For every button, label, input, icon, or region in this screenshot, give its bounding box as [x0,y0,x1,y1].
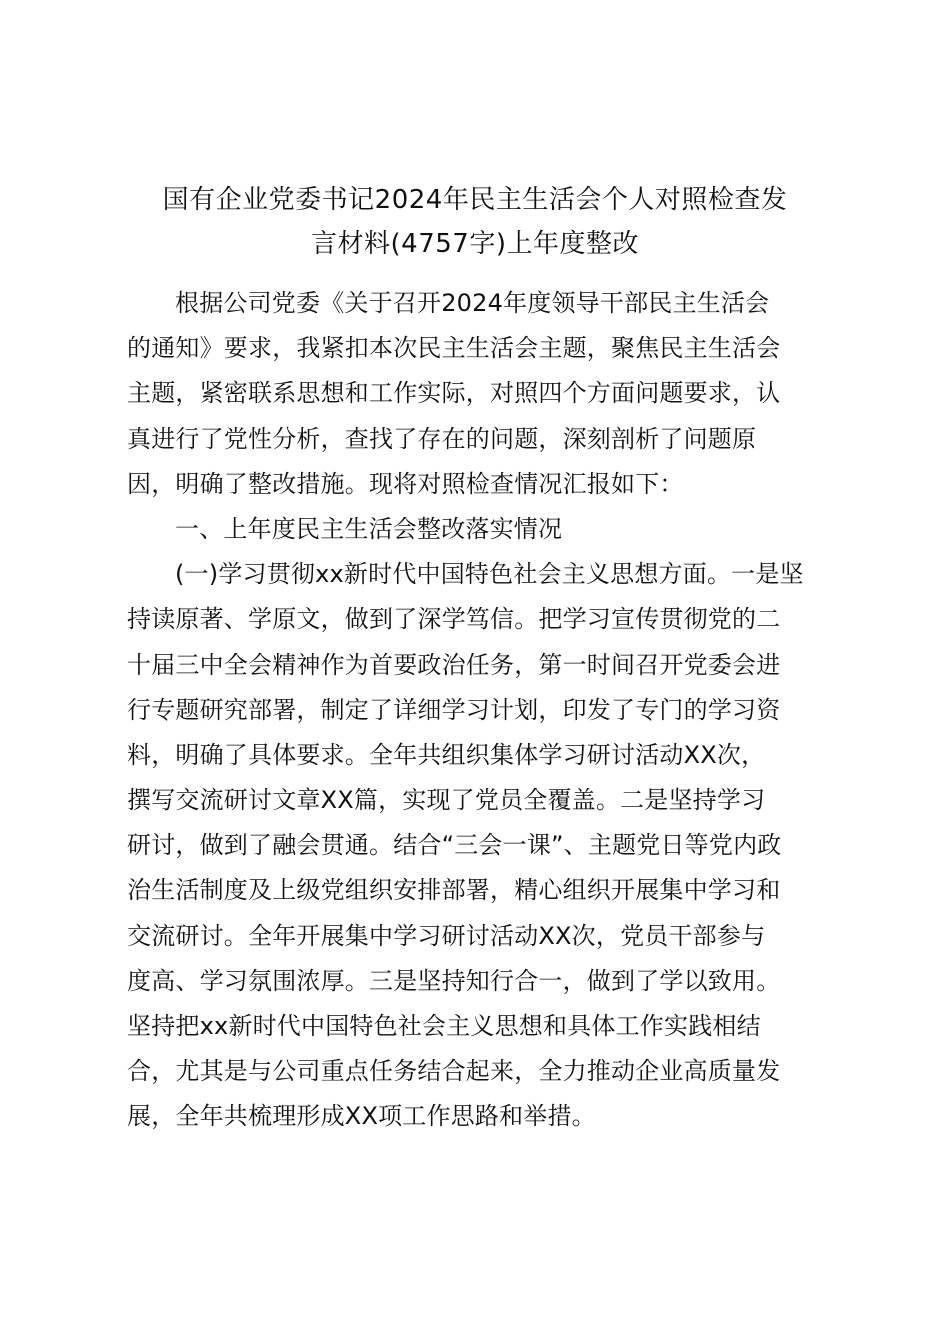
paragraph-section1-line: 撰写交流研讨文章XX篇，实现了党员全覆盖。二是坚持学习 [127,786,766,815]
paragraph-section1-line: 交流研讨。全年开展集中学习研讨活动XX次，党员干部参与 [127,921,766,950]
paragraph-section1-line: 料，明确了具体要求。全年共组织集体学习研讨活动XX次， [127,740,766,769]
paragraph-intro-line: 的通知》要求，我紧扣本次民主生活会主题，聚焦民主生活会 [127,334,781,363]
paragraph-intro-line: 因，明确了整改措施。现将对照检查情况汇报如下： [127,469,684,498]
paragraph-section1-line: 展，全年共梳理形成XX项工作思路和举措。 [127,1102,596,1131]
paragraph-section1-line: 持读原著、学原文，做到了深学笃信。把学习宣传贯彻党的二 [127,605,781,634]
paragraph-section1-line: 合，尤其是与公司重点任务结合起来，全力推动企业高质量发 [127,1057,781,1086]
paragraph-section1-line: 坚持把xx新时代中国特色社会主义思想和具体工作实践相结 [127,1012,761,1040]
paragraph-section1-line: (一)学习贯彻xx新时代中国特色社会主义思想方面。一是坚 [175,560,804,589]
paragraph-section1-line: 行专题研究部署，制定了详细学习计划，印发了专门的学习资 [127,695,781,724]
document-body [127,281,842,1140]
paragraph-section1-line: 研讨，做到了融会贯通。结合“三会一课”、主题党日等党内政 [127,831,782,860]
section-heading: 一、上年度民主生活会整改落实情况 [175,514,563,543]
paragraph-section1-line: 十届三中全会精神作为首要政治任务，第一时间召开党委会进 [127,650,781,679]
paragraph-section1-line: 治生活制度及上级党组织安排部署，精心组织开展集中学习和 [127,876,781,905]
paragraph-intro-line: 主题，紧密联系思想和工作实际，对照四个方面问题要求，认 [127,379,781,408]
title-line-1: 国有企业党委书记2024年民主生活会个人对照检查发 [162,185,788,215]
paragraph-section1-line: 度高、学习氛围浓厚。三是坚持知行合一，做到了学以致用。 [127,966,781,995]
title-line-2: 言材料(4757字)上年度整改 [311,229,639,259]
paragraph-intro-line: 真进行了党性分析，查找了存在的问题，深刻剖析了问题原 [127,424,757,453]
document-title [110,178,840,266]
paragraph-intro-line: 根据公司党委《关于召开2024年度领导干部民主生活会 [175,289,770,317]
